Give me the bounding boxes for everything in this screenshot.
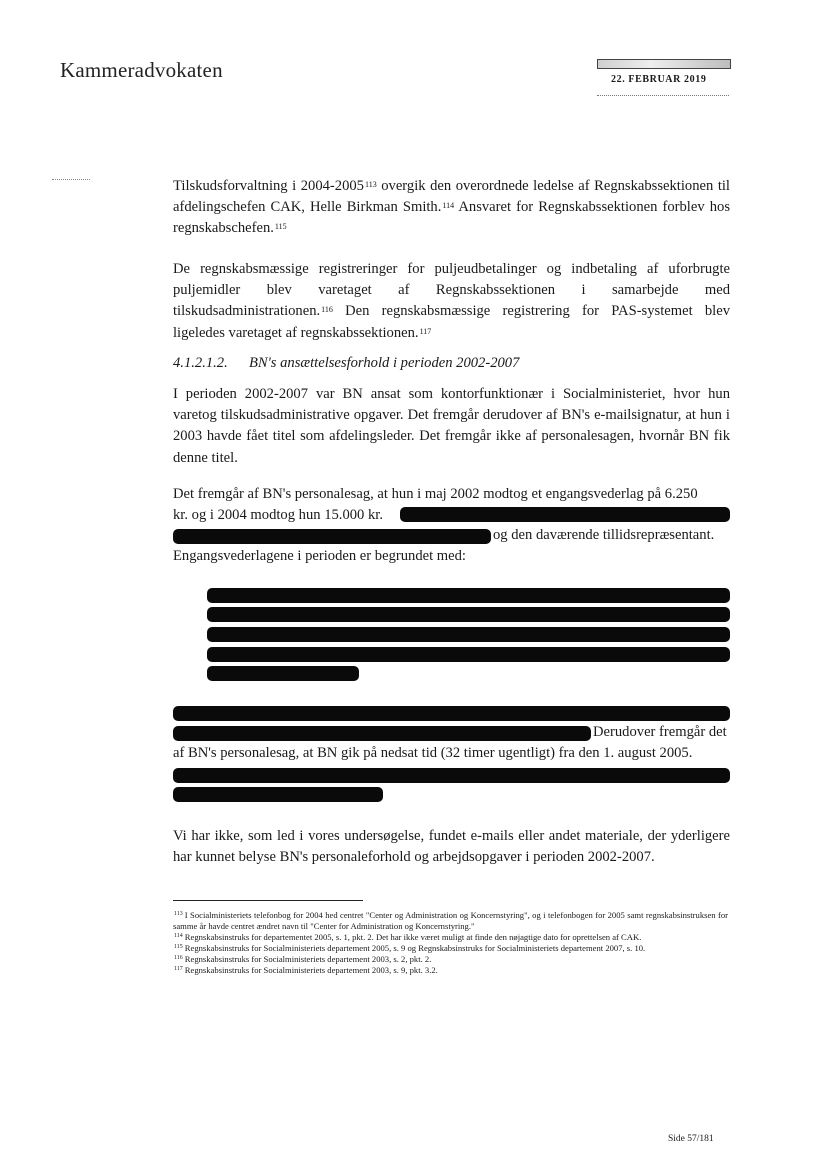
redaction-block xyxy=(207,647,730,662)
paragraph-3: I perioden 2002-2007 var BN ansat som kontorfunktionær i Socialministeriet, hvor hun varetog tilskudsadministrative opgaver. Det fremgår derudover af BN's e-mailsignatur, at hun i 2003 havde fået titel som afdelingsleder. Det fremgår ikke af personalesagen, hvornår BN fik denne titel. xyxy=(173,386,730,466)
paragraph-1: Tilskudsforvaltning i 2004-2005$^{113}$ overgik den overordnede ledelse af Regnskabssektionen til afdelingschefen CAK, Helle Birkman Smith.$^{114}$ Ansvaret for Regnskabssektionen forblev hos regnskabschefen.$^{115}$ xyxy=(173,178,730,237)
document-date: 22. FEBRUAR 2019 xyxy=(611,74,707,85)
section-heading xyxy=(173,355,730,372)
redaction-block xyxy=(207,588,730,603)
footnote-ref: 117 xyxy=(419,326,432,336)
date-stamp-bar xyxy=(597,59,731,69)
redaction-block xyxy=(173,706,730,721)
footnote-ref: 113 xyxy=(364,180,377,189)
margin-mark xyxy=(52,179,90,180)
redaction-block xyxy=(173,529,491,544)
paragraph-5-line-1: Derudover fremgår det xyxy=(593,724,727,740)
footnote: $^{115}$ Regnskabsinstruks for Socialministeriets departement 2005, s. 9 og Regnskabsinstruks for Socialministeriets departement 2007, s. 10. xyxy=(174,943,646,953)
footnote-ref: 115 xyxy=(274,222,287,232)
paragraph-5-line-2: af BN's personalesag, at BN gik på nedsat tid (32 timer ugentligt) fra den 1. august 2005. xyxy=(173,745,693,761)
redaction-block xyxy=(400,507,730,522)
page-number: Side 57/181 xyxy=(668,1134,714,1144)
paragraph-4-line-1: Det fremgår af BN's personalesag, at hun i maj 2002 modtog et engangsvederlag på 6.250 xyxy=(173,486,698,502)
footnote: $^{117}$ Regnskabsinstruks for Socialministeriets departement 2003, s. 9, pkt. 3.2. xyxy=(174,965,438,975)
redaction-block xyxy=(173,726,591,741)
redaction-block xyxy=(207,607,730,622)
footnote-divider xyxy=(173,900,363,901)
paragraph-2: De regnskabsmæssige registreringer for puljeudbetalinger og indbetaling af uforbrugte puljemidler blev varetaget af Regnskabssektionen i samarbejde med tilskudsadministrationen.$^{116}$ Den regnskabsmæssige registrering for PAS-systemet blev ligeledes varetaget af regnskabssektionen.$^{117}$ xyxy=(173,261,730,341)
paragraph-4-line-4: Engangsvederlagene i perioden er begrundet med: xyxy=(173,548,466,564)
footnote: $^{116}$ Regnskabsinstruks for Socialministeriets departement 2003, s. 2, pkt. 2. xyxy=(174,954,432,964)
redaction-block xyxy=(207,666,359,681)
footnotes xyxy=(173,910,728,976)
redaction-block xyxy=(173,787,383,802)
footnote: $^{113}$ I Socialministeriets telefonbog for 2004 hed centret "Center og Administration og Koncernstyring", og i telefonbogen for 2005 samt regnskabsinstruksen for samme år havde centret ændret navn til "Center for Administration og Koncernstyring." xyxy=(173,910,728,931)
footnote-ref: 114 xyxy=(442,201,455,211)
footnote: $^{114}$ Regnskabsinstruks for departementet 2005, s. 1, pkt. 2. Det har ikke været muligt at finde den nøjagtige dato for oprettelsen af CAK. xyxy=(174,932,642,942)
footnote-ref: 116 xyxy=(321,305,333,315)
section-number: 4.1.2.1.2. xyxy=(173,355,228,371)
date-divider xyxy=(597,95,729,96)
paragraph-6: Vi har ikke, som led i vores undersøgelse, fundet e-mails eller andet materiale, der yderligere har kunnet belyse BN's personaleforhold og arbejdsopgaver i perioden 2002-2007. xyxy=(173,828,730,866)
redaction-block xyxy=(207,627,730,642)
paragraph-4-line-3: og den daværende tillidsrepræsentant. xyxy=(493,527,715,543)
paragraph-4-line-2: kr. og i 2004 modtog hun 15.000 kr. xyxy=(173,507,383,523)
brand-name: Kammeradvokaten xyxy=(60,58,223,82)
section-title: BN's ansættelsesforhold i perioden 2002-2007 xyxy=(249,355,520,371)
redaction-block xyxy=(173,768,730,783)
